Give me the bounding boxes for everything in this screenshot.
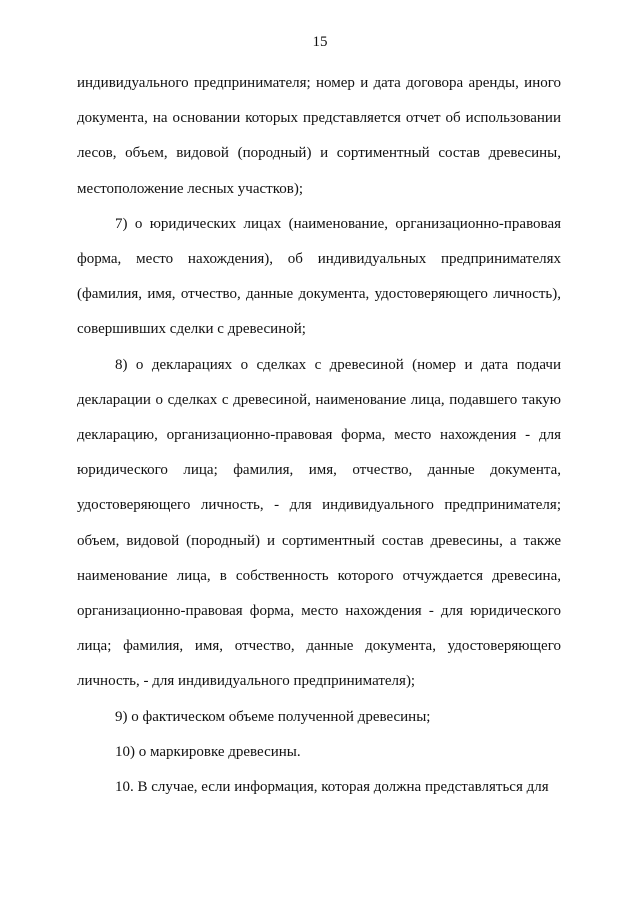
paragraph-continuation: индивидуального предпринимателя; номер и дата договора аренды, иного документа, на основании которых представляется отчет об использовании лесов, объем, видовой (породный) и сортиментный состав древесины, местоположение лесных участков); xyxy=(77,75,561,197)
paragraph-item-7: 7) о юридических лицах (наименование, организационно-правовая форма, место нахождения), об индивидуальных предпринимателях (фамилия, имя, отчество, данные документа, удостоверяющего личность), совершивших сделки с древесиной; xyxy=(77,215,561,338)
paragraph-item-10: 10) о маркировке древесины. xyxy=(115,743,301,760)
document-body xyxy=(77,66,561,805)
page-number: 15 xyxy=(312,34,328,50)
paragraph-item-9: 9) о фактическом объеме полученной древесины; xyxy=(115,708,431,725)
paragraph-item-8: 8) о декларациях о сделках с древесиной (номер и дата подачи декларации о сделках с древесиной, наименование лица, подавшего такую декларацию, организационно-правовая форма, место нахождения - для юридического лица; фамилия, имя, отчество, данные документа, удостоверяющего личность, - для индивидуального предпринимателя; объем, видовой (породный) и сортиментный состав древесины, а также наименование лица, в собственность которого отчуждается древесина, организационно-правовая форма, место нахождения - для юридического лица; фамилия, имя, отчество, данные документа, удостоверяющего личность, - для индивидуального предпринимателя); xyxy=(77,356,561,690)
paragraph-section-10: 10. В случае, если информация, которая должна представляться для xyxy=(115,779,549,796)
